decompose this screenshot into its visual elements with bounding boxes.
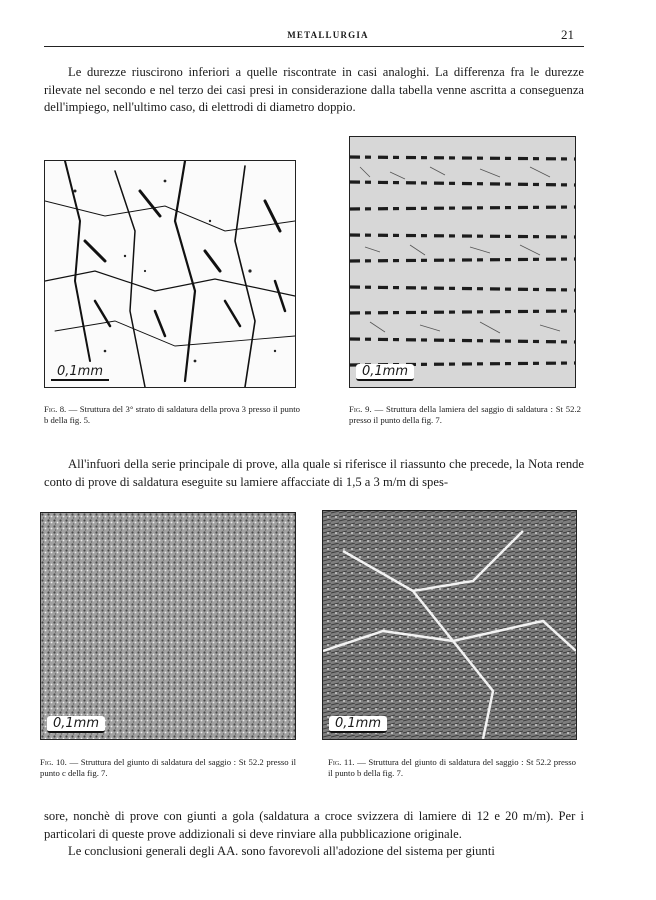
page-number: 21 [561, 27, 574, 42]
header-rule [44, 46, 584, 47]
figure-9-label: Fig. 9. [349, 404, 372, 414]
running-header-title: METALLURGIA [287, 30, 369, 40]
paragraph-3-part-1: sore, nonchè di prove con giunti a gola (saldatura a croce svizzera di lamiere di 12 e 20 m/m). Per i particolari di queste prove addizionali si deve rinviare alla pubblicazione originale. [44, 809, 584, 841]
figure-9-scale-bar: 0,1mm [356, 364, 414, 381]
figure-11-caption [328, 757, 576, 778]
figure-11-label: Fig. 11. [328, 757, 355, 767]
figure-9-caption-text: — Struttura della lamiera del saggio di saldatura : St 52.2 presso il punto della fig. 7. [349, 404, 581, 425]
paragraph-2: All'infuori della serie principale di prove, alla quale si riferisce il riassunto che precede, la Nota rende conto di prove di saldatura eseguite su lamiere affacciate di 1,5 a 3 m/m di spes- [44, 457, 584, 489]
figure-10-scale-bar: 0,1mm [47, 716, 105, 733]
figure-8-scale-bar: 0,1mm [51, 364, 109, 381]
figure-10-label: Fig. 10. [40, 757, 67, 767]
paragraph-1: Le durezze riuscirono inferiori a quelle riscontrate in casi analoghi. La differenza fra le durezze rilevate nel secondo e nel terzo dei casi presi in considerazione dalla tabella venne ascritta a conseguenza dell'impiego, nell'ultimo caso, di elettrodi di diametro doppio. [44, 65, 584, 114]
figure-8-caption [44, 404, 300, 425]
figure-10-micrograph [40, 512, 296, 740]
figure-11-scale-bar: 0,1mm [329, 716, 387, 733]
paragraph-3-part-2: Le conclusioni generali degli AA. sono favorevoli all'adozione del sistema per giunti [68, 844, 495, 858]
figure-8-micrograph [44, 160, 296, 388]
figure-10-image [41, 513, 295, 739]
figure-11-caption-text: — Struttura del giunto di saldatura del saggio : St 52.2 presso il punto b della fig. 7. [328, 757, 577, 778]
figure-9-caption [349, 404, 581, 425]
figure-11-micrograph [322, 510, 577, 740]
figure-11-image [323, 511, 576, 739]
paragraph-3 [44, 808, 584, 861]
figure-8-image [45, 161, 295, 387]
figure-10-caption [40, 757, 296, 778]
figure-9-micrograph [349, 136, 576, 388]
figure-10-caption-text: — Struttura del giunto di saldatura del saggio : St 52.2 presso il punto c della fig. 7. [40, 757, 297, 778]
figure-8-label: Fig. 8. [44, 404, 67, 414]
figure-9-image [350, 137, 575, 387]
figure-8-caption-text: — Struttura del 3° strato di saldatura della prova 3 presso il punto b della fig. 5. [44, 404, 300, 425]
